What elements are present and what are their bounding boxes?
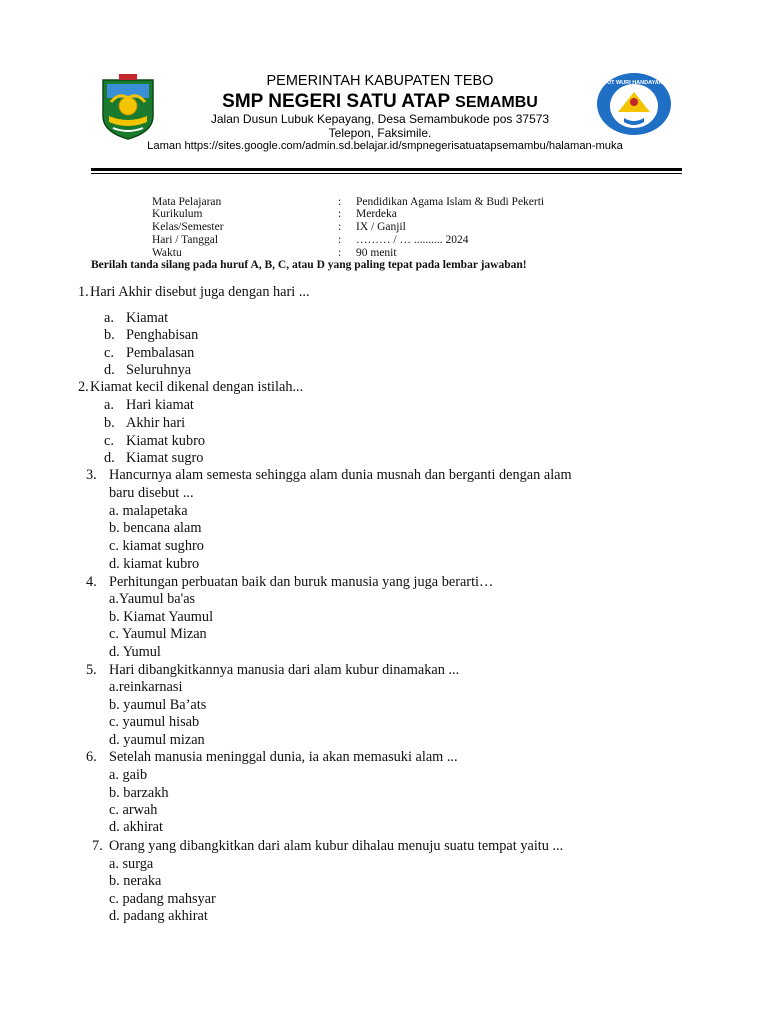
question-text-continued: baru disebut ...: [109, 485, 194, 501]
answer-option: b. barzakh: [109, 785, 169, 801]
answer-option: b. bencana alam: [109, 520, 202, 536]
logo-motto-text: TUT WURI HANDAYANI: [603, 80, 665, 86]
question-number: 5.: [86, 662, 97, 678]
header-divider-thin: [91, 173, 682, 174]
info-sep: :: [338, 247, 342, 259]
question-text: Perhitungan perbuatan baik dan buruk manusia yang juga berarti…: [109, 574, 494, 590]
option-text: Seluruhnya: [126, 362, 192, 378]
answer-option: b. yaumul Ba’ats: [109, 697, 207, 713]
answer-option: a. gaib: [109, 767, 148, 783]
answer-option: d. akhirat: [109, 819, 163, 835]
answer-option: c. arwah: [109, 802, 158, 818]
school-name-main: SMP NEGERI SATU ATAP: [222, 91, 450, 112]
info-value: Merdeka: [356, 208, 397, 220]
option-letter: b.: [104, 415, 115, 431]
question-text: Kiamat kecil dikenal dengan istilah...: [90, 379, 304, 395]
option-letter: b.: [104, 327, 115, 343]
question-number: 7.: [92, 838, 103, 854]
school-address: Jalan Dusun Lubuk Kepayang, Desa Semambukode pos 37573: [210, 112, 550, 126]
option-letter: d.: [104, 450, 115, 466]
info-sep: :: [338, 234, 342, 246]
info-value: ……… / … .......... 2024: [356, 234, 469, 246]
option-letter: a.: [104, 397, 114, 413]
answer-option: d. kiamat kubro: [109, 556, 200, 572]
option-text: Akhir hari: [126, 415, 186, 431]
info-value: 90 menit: [356, 247, 397, 259]
answer-option: c. Yaumul Mizan: [109, 626, 207, 642]
question-number: 3.: [86, 467, 97, 483]
answer-option: a. surga: [109, 856, 154, 872]
answer-option: c. kiamat sughro: [109, 538, 204, 554]
answer-option: a. malapetaka: [109, 503, 188, 519]
answer-option: b. Kiamat Yaumul: [109, 609, 214, 625]
answer-option: d. yaumul mizan: [109, 732, 205, 748]
government-heading: PEMERINTAH KABUPATEN TEBO: [266, 73, 494, 89]
info-label: Kelas/Semester: [152, 221, 224, 233]
question-number: 1.: [78, 284, 89, 300]
option-letter: c.: [104, 345, 114, 361]
option-text: Kiamat: [126, 310, 169, 326]
question-text: Hari Akhir disebut juga dengan hari ...: [90, 284, 310, 300]
answer-option: c. padang mahsyar: [109, 891, 216, 907]
answer-option: b. neraka: [109, 873, 162, 889]
question-number: 6.: [86, 749, 97, 765]
info-label: Kurikulum: [152, 208, 203, 220]
option-text: Kiamat sugro: [126, 450, 204, 466]
info-sep: :: [338, 208, 342, 220]
school-name-end: SEMAMBU: [455, 94, 538, 111]
question-text: Hancurnya alam semesta sehingga alam dunia musnah dan berganti dengan alam: [109, 467, 572, 483]
answer-option: a.reinkarnasi: [109, 679, 183, 695]
info-sep: :: [338, 221, 342, 233]
question-number: 4.: [86, 574, 97, 590]
option-text: Hari kiamat: [126, 397, 194, 413]
option-text: Pembalasan: [126, 345, 195, 361]
info-label: Waktu: [152, 247, 182, 259]
school-name-heading: [110, 91, 650, 113]
question-number: 2.: [78, 379, 89, 395]
info-label: Hari / Tanggal: [152, 234, 219, 246]
info-label: Mata Pelajaran: [152, 196, 222, 208]
option-text: Kiamat kubro: [126, 433, 206, 449]
header-divider-thick: [91, 168, 682, 171]
option-text: Penghabisan: [126, 327, 199, 343]
question-text: Orang yang dibangkitkan dari alam kubur dihalau menuju suatu tempat yaitu ...: [109, 838, 564, 854]
info-sep: :: [338, 196, 342, 208]
answer-option: d. padang akhirat: [109, 908, 208, 924]
answer-option: c. yaumul hisab: [109, 714, 200, 730]
answer-option: d. Yumul: [109, 644, 161, 660]
question-text: Hari dibangkitkannya manusia dari alam kubur dinamakan ...: [109, 662, 460, 678]
school-website: Laman https://sites.google.com/admin.sd.belajar.id/smpnegerisatuatapsemambu/halaman-muka: [147, 140, 623, 152]
option-letter: a.: [104, 310, 114, 326]
answer-option: a.Yaumul ba'as: [109, 591, 196, 607]
option-letter: c.: [104, 433, 114, 449]
exam-instruction: Berilah tanda silang pada huruf A, B, C, atau D yang paling tepat pada lembar jawaban!: [91, 259, 527, 271]
school-phone: Telepon, Faksimile.: [328, 126, 432, 140]
info-value: IX / Ganjil: [356, 221, 406, 233]
question-text: Setelah manusia meninggal dunia, ia akan memasuki alam ...: [109, 749, 458, 765]
option-letter: d.: [104, 362, 115, 378]
info-value: Pendidikan Agama Islam & Budi Pekerti: [356, 196, 545, 208]
